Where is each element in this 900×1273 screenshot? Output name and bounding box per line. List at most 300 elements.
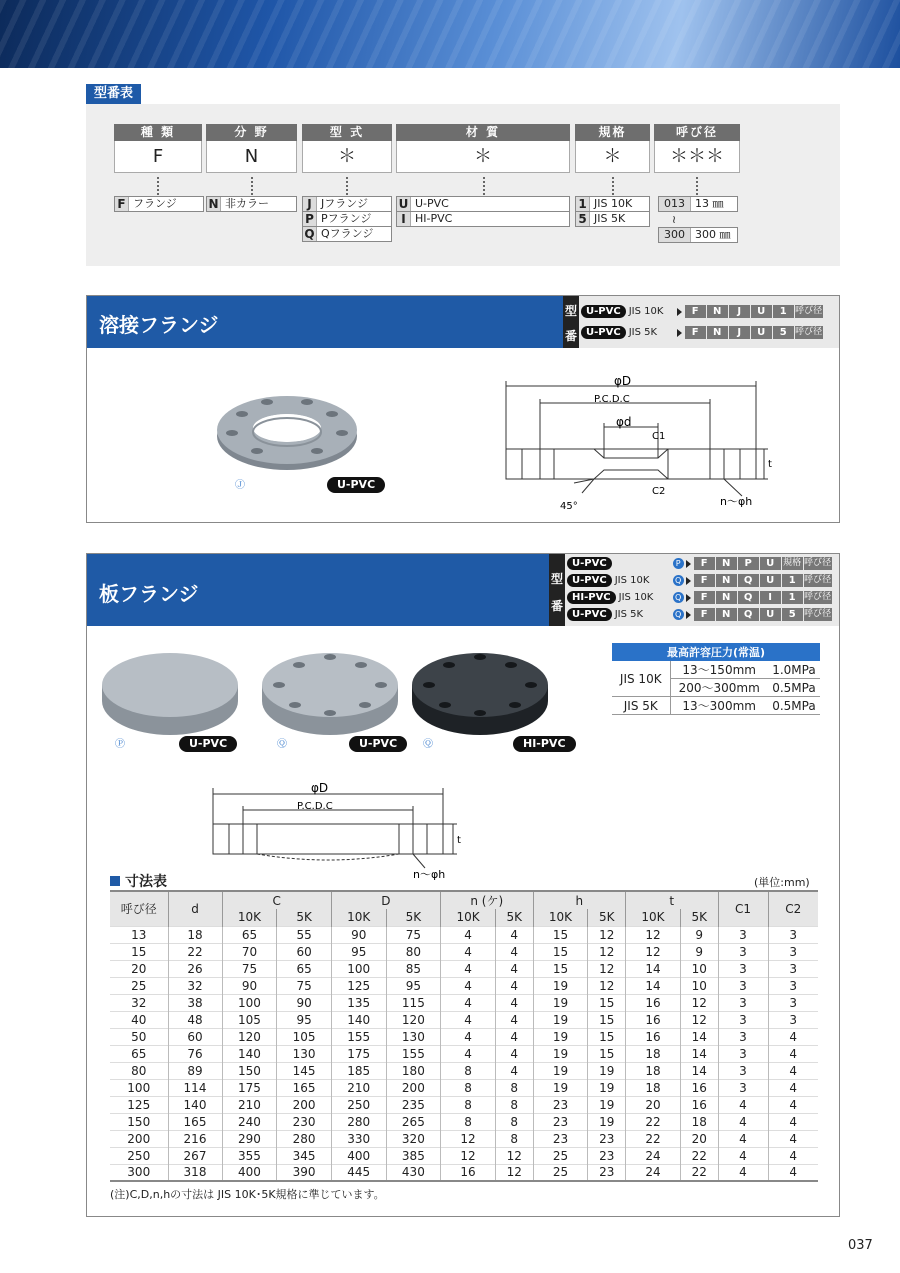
table-cell: 200 [110,1130,168,1147]
options-material [396,196,570,227]
code-standard: JIS 5K [628,327,658,338]
material-pill: HI-PVC [567,591,616,604]
type-mark-q: Ⓠ [423,739,433,750]
model-table-box [86,104,840,266]
table-cell: 80 [110,1062,168,1079]
label-c2: C2 [652,486,666,497]
table-cell: 19 [588,1096,626,1113]
code-box: F [694,557,715,570]
option-key: 5 [576,212,590,226]
table-cell: 105 [222,1011,277,1028]
pressure-value: 0.5MPa [768,697,820,715]
header-10k: 10K [441,909,496,926]
label-holes: n～φh [720,495,753,508]
col-value: ＊＊＊ [654,141,740,173]
table-cell: 300 [110,1164,168,1181]
code-row [581,325,823,340]
table-cell: 114 [168,1079,222,1096]
options-size [658,196,738,243]
table-cell: 15 [533,960,588,977]
col-material [396,124,570,173]
table-row [110,1062,818,1079]
option-row [396,211,570,227]
label-c1: C1 [652,431,666,442]
arrow-right-icon [677,308,682,316]
table-cell: 130 [386,1028,440,1045]
label-t: t [768,459,772,470]
material-pill: U-PVC [581,326,626,339]
options-field [206,196,297,212]
header-10k: 10K [331,909,386,926]
code-standard: JIS 10K [628,306,664,317]
table-cell: 3 [768,926,818,943]
welding-flange-photo [212,388,362,478]
table-cell: 18 [626,1045,681,1062]
table-cell: 400 [222,1164,277,1181]
option-text: Qフランジ [321,227,374,240]
arrow-right-icon [686,560,691,568]
option-row [396,196,570,212]
code-box: Q [738,608,759,621]
col-head: 呼び径 [654,124,740,141]
table-cell: 3 [768,960,818,977]
option-key: 013 [659,197,691,211]
table-cell: 4 [495,1062,533,1079]
code-tag-char: 型 [550,572,563,586]
table-cell: 4 [441,1011,496,1028]
col-head: 材 質 [396,124,570,141]
table-cell: 70 [222,943,277,960]
table-cell: 90 [331,926,386,943]
table-cell: 4 [495,994,533,1011]
plate-flange-q-hipvc-photo [409,649,551,739]
table-cell: 23 [588,1130,626,1147]
code-box: 呼び径 [804,609,832,619]
table-cell: 3 [718,926,768,943]
code-box: U [760,608,781,621]
table-cell: 4 [718,1130,768,1147]
material-pill: U-PVC [349,736,407,752]
table-cell: 4 [768,1062,818,1079]
options-type [302,196,392,242]
type-mark-q: Q [673,592,684,603]
table-cell: 12 [441,1147,496,1164]
table-cell: 100 [110,1079,168,1096]
table-cell: 40 [110,1011,168,1028]
table-cell: 75 [277,977,331,994]
table-cell: 76 [168,1045,222,1062]
dimension-unit: (単位:mm) [754,876,810,889]
label-t: t [457,835,461,846]
type-mark-q: Q [673,609,684,620]
table-cell: 240 [222,1113,277,1130]
table-cell: 60 [168,1028,222,1045]
material-pill: U-PVC [567,574,612,587]
code-box: N [716,574,737,587]
type-mark-p: Ⓟ [115,739,125,750]
table-cell: 145 [277,1062,331,1079]
table-cell: 4 [495,926,533,943]
table-row [612,697,820,715]
pressure-value: 0.5MPa [768,679,820,697]
col-type [302,124,392,173]
table-cell: 4 [768,1079,818,1096]
pressure-value: 1.0MPa [768,661,820,679]
table-cell: 3 [768,994,818,1011]
table-cell: 4 [718,1096,768,1113]
table-cell: 320 [386,1130,440,1147]
code-box: N [716,608,737,621]
table-cell: 175 [222,1079,277,1096]
table-cell: 175 [331,1045,386,1062]
table-cell: 50 [110,1028,168,1045]
code-row [567,590,832,605]
table-cell: 23 [533,1130,588,1147]
option-key: P [303,212,317,226]
option-key: 300 [659,228,691,242]
table-cell: 20 [680,1130,718,1147]
table-cell: 22 [626,1130,681,1147]
table-cell: 3 [718,994,768,1011]
code-box: U [760,557,781,570]
material-pill: U-PVC [567,557,612,570]
option-text: Pフランジ [321,212,372,225]
option-key: Q [303,227,317,241]
table-row [110,994,818,1011]
section-header [87,296,565,348]
table-cell: 12 [588,943,626,960]
table-cell: 105 [277,1028,331,1045]
code-box: I [760,591,781,604]
table-row [110,960,818,977]
table-cell: 165 [168,1113,222,1130]
pressure-std: JIS 10K [612,661,670,697]
table-cell: 12 [626,926,681,943]
top-banner [0,0,900,68]
code-box: 呼び径 [795,327,823,337]
table-row [110,1147,818,1164]
header-c: C [222,891,331,909]
header-10k: 10K [533,909,588,926]
table-cell: 4 [768,1113,818,1130]
code-box: F [694,591,715,604]
size-range-tilde: ≀ [672,213,677,226]
table-cell: 8 [495,1096,533,1113]
table-cell: 22 [168,943,222,960]
material-pill: U-PVC [179,736,237,752]
code-tag [549,554,565,626]
table-cell: 4 [718,1147,768,1164]
col-value: ＊ [575,141,650,173]
option-row [302,226,392,242]
label-pcd: P.C.D.C [594,394,630,405]
code-box: U [751,305,772,318]
table-row [110,1096,818,1113]
table-cell: 4 [441,977,496,994]
code-box: F [694,608,715,621]
table-cell: 12 [588,926,626,943]
table-cell: 19 [533,1028,588,1045]
code-box: 5 [773,326,794,339]
table-cell: 4 [718,1164,768,1181]
header-5k: 5K [386,909,440,926]
table-row [612,661,820,679]
welding-flange-drawing [492,371,792,516]
table-cell: 15 [588,1028,626,1045]
code-box: N [707,305,728,318]
code-box: 規格 [783,558,802,568]
col-standard [575,124,650,173]
table-cell: 8 [495,1130,533,1147]
table-cell: 4 [768,1164,818,1181]
code-row [567,573,832,588]
table-cell: 4 [441,1045,496,1062]
table-cell: 12 [626,943,681,960]
footnote: (注)C,D,n,hの寸法は JIS 10K･5K規格に準じています。 [110,1188,385,1201]
table-cell: 200 [277,1096,331,1113]
table-cell: 3 [768,1011,818,1028]
col-value: F [114,141,202,173]
option-text: Jフランジ [321,197,368,210]
col-value: ＊ [302,141,392,173]
option-text: HI-PVC [415,212,453,225]
plate-flange-p-photo [99,649,241,739]
code-box: F [694,574,715,587]
code-box: U [751,326,772,339]
model-code-area [549,554,839,626]
col-head: 分 野 [206,124,297,141]
table-cell: 48 [168,1011,222,1028]
col-kind [114,124,202,173]
table-cell: 4 [768,1147,818,1164]
table-cell: 16 [680,1079,718,1096]
table-cell: 32 [168,977,222,994]
table-cell: 265 [386,1113,440,1130]
table-cell: 155 [386,1045,440,1062]
code-box: 1 [782,574,803,587]
table-cell: 89 [168,1062,222,1079]
table-cell: 125 [331,977,386,994]
table-cell: 4 [718,1113,768,1130]
pressure-range: 13～150mm [670,661,768,679]
code-box: Q [738,574,759,587]
table-cell: 14 [680,1045,718,1062]
label-holes: n～φh [413,868,446,881]
table-cell: 100 [222,994,277,1011]
table-cell: 385 [386,1147,440,1164]
pressure-std: JIS 5K [612,697,670,715]
table-cell: 38 [168,994,222,1011]
table-cell: 85 [386,960,440,977]
table-cell: 3 [768,977,818,994]
label-angle: 45° [560,501,578,512]
table-cell: 3 [768,943,818,960]
table-cell: 100 [331,960,386,977]
col-size [654,124,740,173]
code-tag-char: 番 [564,329,577,343]
table-cell: 18 [626,1062,681,1079]
table-cell: 16 [626,1011,681,1028]
table-cell: 65 [277,960,331,977]
table-cell: 8 [495,1079,533,1096]
option-text: 300 ㎜ [695,228,731,241]
header-D: D [331,891,440,909]
table-cell: 180 [386,1062,440,1079]
table-cell: 345 [277,1147,331,1164]
table-row [110,1011,818,1028]
table-cell: 14 [680,1062,718,1079]
table-cell: 115 [386,994,440,1011]
header-5k: 5K [277,909,331,926]
code-box: F [685,305,706,318]
table-cell: 25 [110,977,168,994]
table-cell: 12 [588,977,626,994]
table-cell: 150 [222,1062,277,1079]
table-cell: 10 [680,960,718,977]
code-standard: JIS 5K [614,609,644,620]
header-n: n (ケ) [441,891,533,909]
col-head: 型 式 [302,124,392,141]
table-cell: 23 [588,1147,626,1164]
table-row [110,1164,818,1181]
table-cell: 3 [718,977,768,994]
code-box: F [685,326,706,339]
table-cell: 155 [331,1028,386,1045]
table-cell: 150 [110,1113,168,1130]
table-cell: 120 [222,1028,277,1045]
table-cell: 135 [331,994,386,1011]
table-cell: 318 [168,1164,222,1181]
label-phi-d-outer: φD [311,782,329,795]
table-cell: 18 [168,926,222,943]
table-cell: 16 [626,994,681,1011]
section-title: 溶接フランジ [99,313,219,337]
table-cell: 75 [222,960,277,977]
table-cell: 130 [277,1045,331,1062]
option-key: I [397,212,411,226]
table-cell: 32 [110,994,168,1011]
dotted-connector [696,177,698,195]
table-cell: 19 [533,1062,588,1079]
table-row [110,977,818,994]
table-cell: 4 [768,1028,818,1045]
header-10k: 10K [222,909,277,926]
table-row [110,943,818,960]
code-row [567,607,832,622]
table-row [110,1045,818,1062]
header-c2: C2 [768,891,818,926]
type-mark-j: Ⓙ [235,480,245,491]
col-head: 種 類 [114,124,202,141]
code-box: N [716,557,737,570]
table-cell: 4 [768,1130,818,1147]
table-cell: 20 [626,1096,681,1113]
dimension-table-title: 寸法表 [110,871,167,891]
page-number: 037 [848,1238,873,1253]
table-cell: 14 [626,960,681,977]
table-cell: 25 [533,1147,588,1164]
table-cell: 210 [331,1079,386,1096]
option-row [114,196,204,212]
table-cell: 80 [386,943,440,960]
table-cell: 250 [331,1096,386,1113]
option-text: フランジ [133,197,177,210]
table-row [110,926,818,943]
table-cell: 12 [495,1164,533,1181]
plate-flange-drawing [199,782,469,882]
option-text: JIS 5K [594,212,626,225]
table-cell: 15 [588,1011,626,1028]
table-cell: 65 [222,926,277,943]
table-cell: 4 [495,1028,533,1045]
table-cell: 16 [626,1028,681,1045]
table-cell: 18 [680,1113,718,1130]
model-table-label: 型番表 [86,84,141,104]
label-phi-d-outer: φD [614,374,632,388]
table-cell: 19 [533,977,588,994]
table-cell: 430 [386,1164,440,1181]
table-cell: 12 [441,1130,496,1147]
code-box: J [729,305,750,318]
table-cell: 55 [277,926,331,943]
code-box: P [738,557,759,570]
table-cell: 95 [386,977,440,994]
header-h: h [533,891,625,909]
options-kind [114,196,204,212]
table-cell: 23 [533,1096,588,1113]
dotted-connector [346,177,348,195]
option-row [658,196,738,212]
table-cell: 95 [277,1011,331,1028]
code-box: 呼び径 [804,575,832,585]
table-cell: 140 [331,1011,386,1028]
pressure-range: 200～300mm [670,679,768,697]
code-box: 5 [782,608,803,621]
header-c1: C1 [718,891,768,926]
code-box: Q [738,591,759,604]
table-cell: 65 [110,1045,168,1062]
table-cell: 23 [588,1164,626,1181]
table-cell: 280 [277,1130,331,1147]
option-text: U-PVC [415,197,449,210]
table-cell: 200 [386,1079,440,1096]
dotted-connector [612,177,614,195]
code-row [567,556,832,571]
material-pill: U-PVC [581,305,626,318]
material-pill: U-PVC [567,608,612,621]
table-cell: 10 [680,977,718,994]
table-cell: 230 [277,1113,331,1130]
table-cell: 19 [588,1062,626,1079]
table-cell: 4 [441,994,496,1011]
option-row [575,211,650,227]
table-cell: 22 [680,1164,718,1181]
code-box: N [716,591,737,604]
table-cell: 24 [626,1147,681,1164]
dimension-table-body [110,926,818,1181]
type-mark-q: Ⓠ [277,739,287,750]
table-cell: 18 [626,1079,681,1096]
arrow-right-icon [677,329,682,337]
table-cell: 8 [441,1062,496,1079]
table-cell: 210 [222,1096,277,1113]
table-cell: 4 [441,960,496,977]
table-row [110,1130,818,1147]
table-cell: 330 [331,1130,386,1147]
option-key: U [397,197,411,211]
code-standard: JIS 10K [618,592,654,603]
code-box: J [729,326,750,339]
